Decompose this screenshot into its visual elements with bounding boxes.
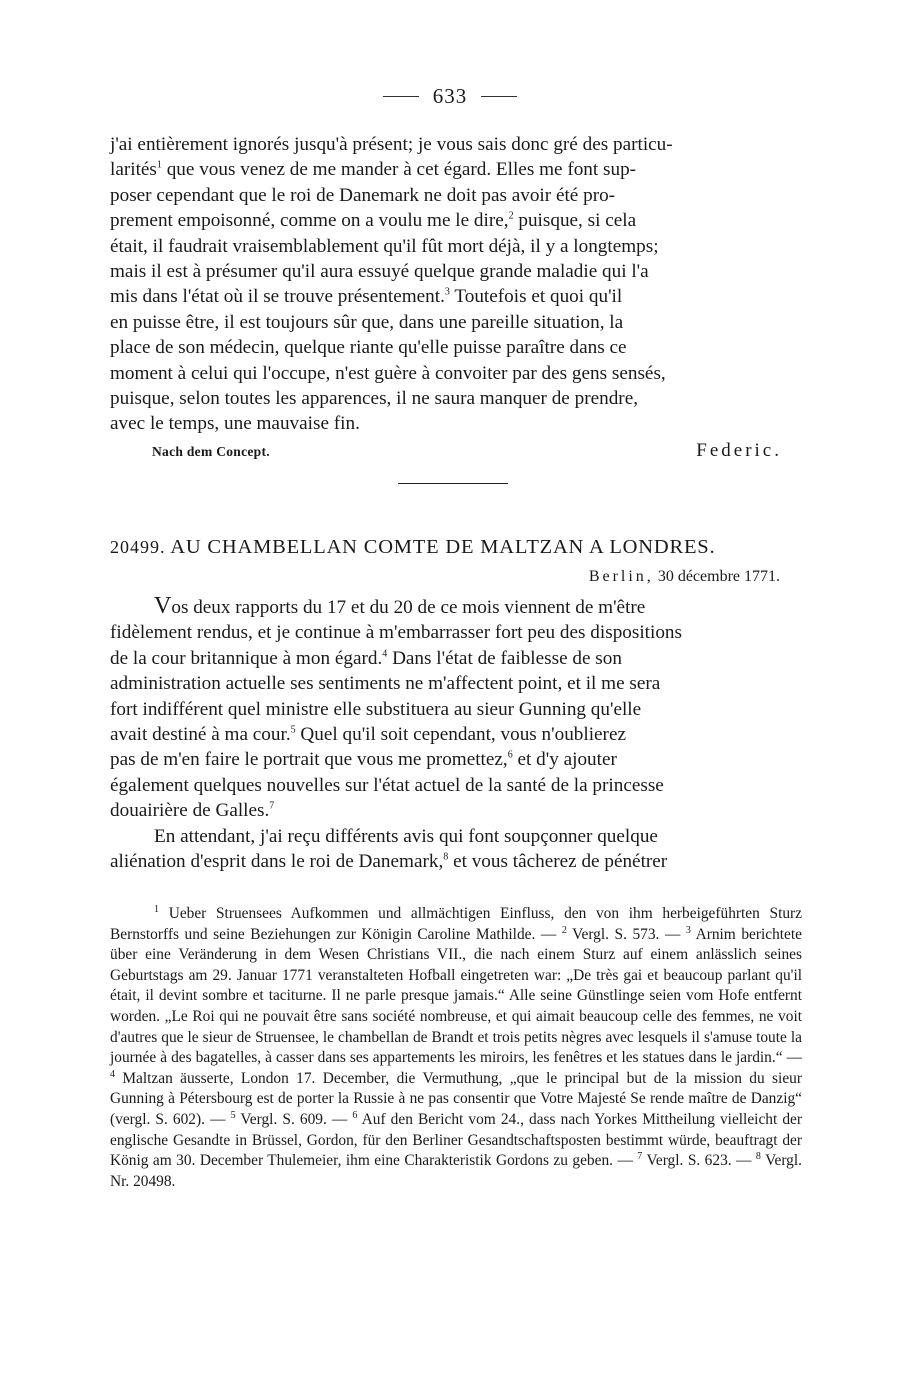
- dateline-date: 30 décembre 1771.: [657, 568, 780, 585]
- text-line: Vos deux rapports du 17 et du 20 de ce mois viennent de m'être: [154, 593, 646, 619]
- letter-title: AU CHAMBELLAN COMTE DE MALTZAN A LONDRES.: [170, 536, 716, 558]
- letter-body: [110, 594, 800, 874]
- text-line: de la cour britannique à mon égard.$^4$ Dans l'état de faiblesse de son: [110, 647, 622, 669]
- header-rule-right: [481, 96, 517, 97]
- footnote-mark: 7: [269, 800, 275, 812]
- text-line: puisque, selon toutes les apparences, il ne saura manquer de prendre,: [110, 388, 639, 410]
- footnote-mark: 1: [156, 160, 162, 172]
- footnotes: [110, 904, 802, 1192]
- text-line: avec le temps, une mauvaise fin.: [110, 413, 360, 435]
- text-line: avait destiné à ma cour.$^5$ Quel qu'il soit cependant, vous n'oublierez: [110, 724, 626, 746]
- footnote-block: $^1$ Ueber Struensees Aufkommen und allmächtigen Einfluss, den von ihm herbeigeführten Sturz Bernstorffs und seine Beziehungen zur Königin Caroline Mathilde. — $^2$ Vergl. S. 573. — $^3$ Arnim berichtete über eine Veränderung in dem Wesen Christians VII., die nach einem Sturz auf einem anlässlich seines Geburtstags am 29. Januar 1771 veranstalteten Hofball eingetreten war: „De très gai et beaucoup parlant qu'il était, il devint sombre et taciturne. Il ne parle presque jamais.“ Alle seine Günstlinge seien vom Hofe entfernt worden. „Le Roi qui ne pouvait être sans société nombreuse, et qui aimait beaucoup celle des femmes, ne voit d'autres que le sieur de Struensee, le chambellan de Brandt et trois petits nègres avec lesquels il s'amuse toute la journée à des bagatelles, à casser dans ses appartements les miroirs, les fenêtres et les statues dans le jardin.“ — $^4$ Maltzan äusserte, London 17. December, die Vermuthung, „que le principal but de la mission du sieur Gunning à Pétersbourg est de porter la Russie à ne pas consentir que Votre Majesté Se rende maître de Danzig“ (vergl. S. 602). — $^5$ Vergl. S. 609. — $^6$ Auf den Bericht vom 24., dass nach Yorkes Mittheilung vielleicht der englische Gesandte in Brüssel, Gordon, für den Berliner Gesandtschaftsposten bestimmt würde, beauftragt der König am 30. December Thulemeier, ihm eine Charakteristik Gordons zu geben. — $^7$ Vergl. S. 623. — $^8$ Vergl. Nr. 20498.: [110, 903, 802, 1190]
- footnote-mark: 8: [443, 851, 449, 863]
- footnote-mark: 6: [507, 750, 513, 762]
- text-line: fort indifférent quel ministre elle substituera au sieur Gunning qu'elle: [110, 698, 642, 720]
- text-line: fidèlement rendus, et je continue à m'embarrasser fort peu des dispositions: [110, 622, 682, 644]
- text-line: en puisse être, il est toujours sûr que, dans une pareille situation, la: [110, 311, 624, 333]
- text-line: également quelques nouvelles sur l'état actuel de la santé de la princesse: [110, 774, 664, 796]
- text-line: douairière de Galles.$^7$: [110, 800, 275, 822]
- footnote-mark: 3: [444, 287, 450, 299]
- text-line: mis dans l'état où il se trouve présentement.$^3$ Toutefois et quoi qu'il: [110, 286, 623, 308]
- text-line: était, il faudrait vraisemblablement qu'il fût mort déjà, il y a longtemps;: [110, 235, 659, 257]
- text-line: aliénation d'esprit dans le roi de Danemark,$^8$ et vous tâcherez de pénétrer: [110, 851, 668, 873]
- text-line: prement empoisonné, comme on a voulu me le dire,$^2$ puisque, si cela: [110, 210, 637, 232]
- source-note: Nach dem Concept.: [152, 444, 270, 459]
- text-line: j'ai entièrement ignorés jusqu'à présent; je vous sais donc gré des particu-: [110, 134, 673, 155]
- letter-heading: [110, 536, 810, 559]
- text-line: place de son médecin, quelque riante qu'elle puisse paraître dans ce: [110, 337, 627, 359]
- text-line: moment à celui qui l'occupe, n'est guère à convoiter par des gens sensés,: [110, 362, 666, 384]
- continued-letter-text: [110, 132, 800, 437]
- signature-line: [152, 440, 782, 462]
- header-rule-left: [383, 96, 419, 97]
- footnote-mark: 4: [382, 648, 388, 660]
- footnote-mark: 5: [290, 724, 296, 736]
- footnote-mark: 2: [508, 210, 514, 222]
- signature: Federic.: [696, 440, 782, 461]
- section-divider: [398, 483, 508, 484]
- letter-number: 20499.: [110, 537, 166, 557]
- page-number: 633: [432, 84, 468, 108]
- dateline-place: Berlin,: [588, 568, 654, 585]
- text-line: administration actuelle ses sentiments ne m'affectent point, et il me sera: [110, 673, 661, 695]
- text-line: pas de m'en faire le portrait que vous me promettez,$^6$ et d'y ajouter: [110, 749, 617, 771]
- text-line: larités$^1$ que vous venez de me mander à cet égard. Elles me font sup-: [110, 159, 637, 181]
- text-line: mais il est à présumer qu'il aura essuyé quelque grande maladie qui l'a: [110, 261, 649, 283]
- text-line: En attendant, j'ai reçu différents avis qui font soupçonner quelque: [154, 825, 658, 847]
- text-line: poser cependant que le roi de Danemark ne doit pas avoir été pro-: [110, 184, 616, 206]
- page-header: [0, 84, 900, 109]
- dateline: [589, 568, 780, 586]
